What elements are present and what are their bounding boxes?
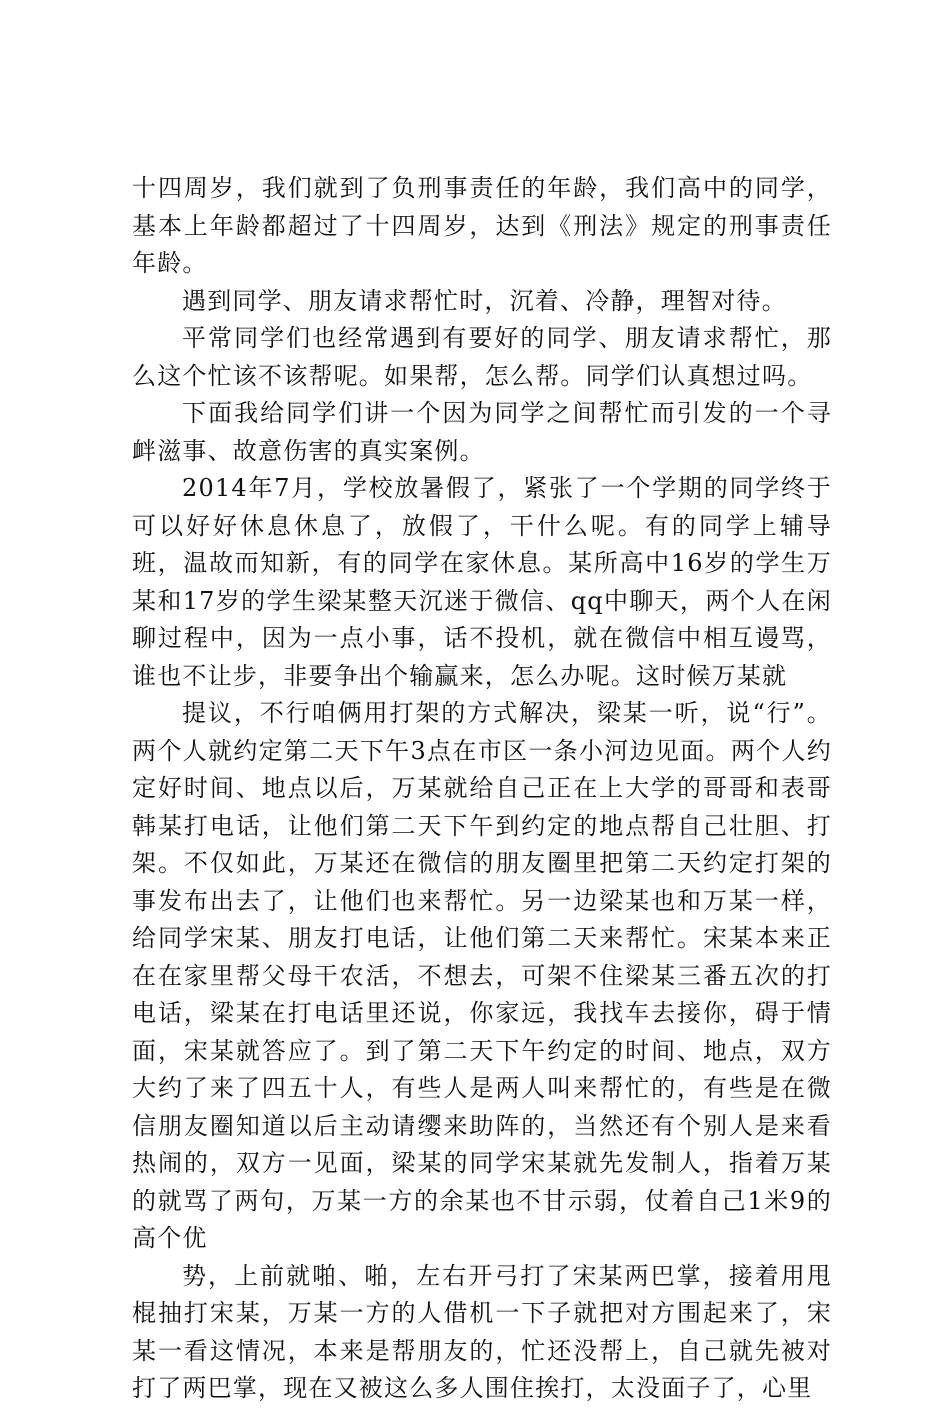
paragraph-7: 势，上前就啪、啪，左右开弓打了宋某两巴掌，接着用甩棍抽打宋某，万某一方的人借机一下子就把对方围起来了，宋某一看这情况，本来是帮朋友的，忙还没帮上，自己就先被对打了两巴掌，现在又被这么多人围住挨打，太没面子了，心里 — [132, 1261, 832, 1402]
paragraph-2: 遇到同学、朋友请求帮忙时，沉着、冷静，理智对待。 — [182, 286, 787, 315]
document-body — [132, 170, 832, 1408]
paragraph-6: 提议，不行咱俩用打架的方式解决，梁某一听，说“行”。两个人就约定第二天下午3点在市区一条小河边见面。两个人约定好时间、地点以后，万某就给自己正在上大学的哥哥和表哥韩某打电话，让他们第二天下午到约定的地点帮自己壮胆、打架。不仅如此，万某还在微信的朋友圈里把第二天约定打架的事发布出去了，让他们也来帮忙。另一边梁某也和万某一样，给同学宋某、朋友打电话，让他们第二天来帮忙。宋某本来正在在家里帮父母干农活，不想去，可架不住梁某三番五次的打电话，梁某在打电话里还说，你家远，我找车去接你，碍于情面，宋某就答应了。到了第二天下午约定的时间、地点，双方大约了来了四五十人，有些人是两人叫来帮忙的，有些是在微信朋友圈知道以后主动请缨来助阵的，当然还有个别人是来看热闹的，双方一见面，梁某的同学宋某就先发制人，指着万某的就骂了两句，万某一方的余某也不甘示弱，仗着自己1米9的高个优 — [132, 699, 832, 1252]
paragraph-4: 下面我给同学们讲一个因为同学之间帮忙而引发的一个寻衅滋事、故意伤害的真实案例。 — [132, 399, 832, 465]
paragraph-1: 十四周岁，我们就到了负刑事责任的年龄，我们高中的同学，基本上年龄都超过了十四周岁，达到《刑法》规定的刑事责任年龄。 — [132, 174, 832, 277]
paragraph-5: 2014年7月，学校放暑假了，紧张了一个学期的同学终于可以好好休息休息了，放假了，干什么呢。有的同学上辅导班，温故而知新，有的同学在家休息。某所高中16岁的学生万某和17岁的学生梁某整天沉迷于微信、qq中聊天，两个人在闲聊过程中，因为一点小事，话不投机，就在微信中相互谩骂，谁也不让步，非要争出个输赢来，怎么办呢。这时候万某就 — [132, 474, 832, 690]
paragraph-3: 平常同学们也经常遇到有要好的同学、朋友请求帮忙，那么这个忙该不该帮呢。如果帮，怎么帮。同学们认真想过吗。 — [132, 324, 832, 390]
